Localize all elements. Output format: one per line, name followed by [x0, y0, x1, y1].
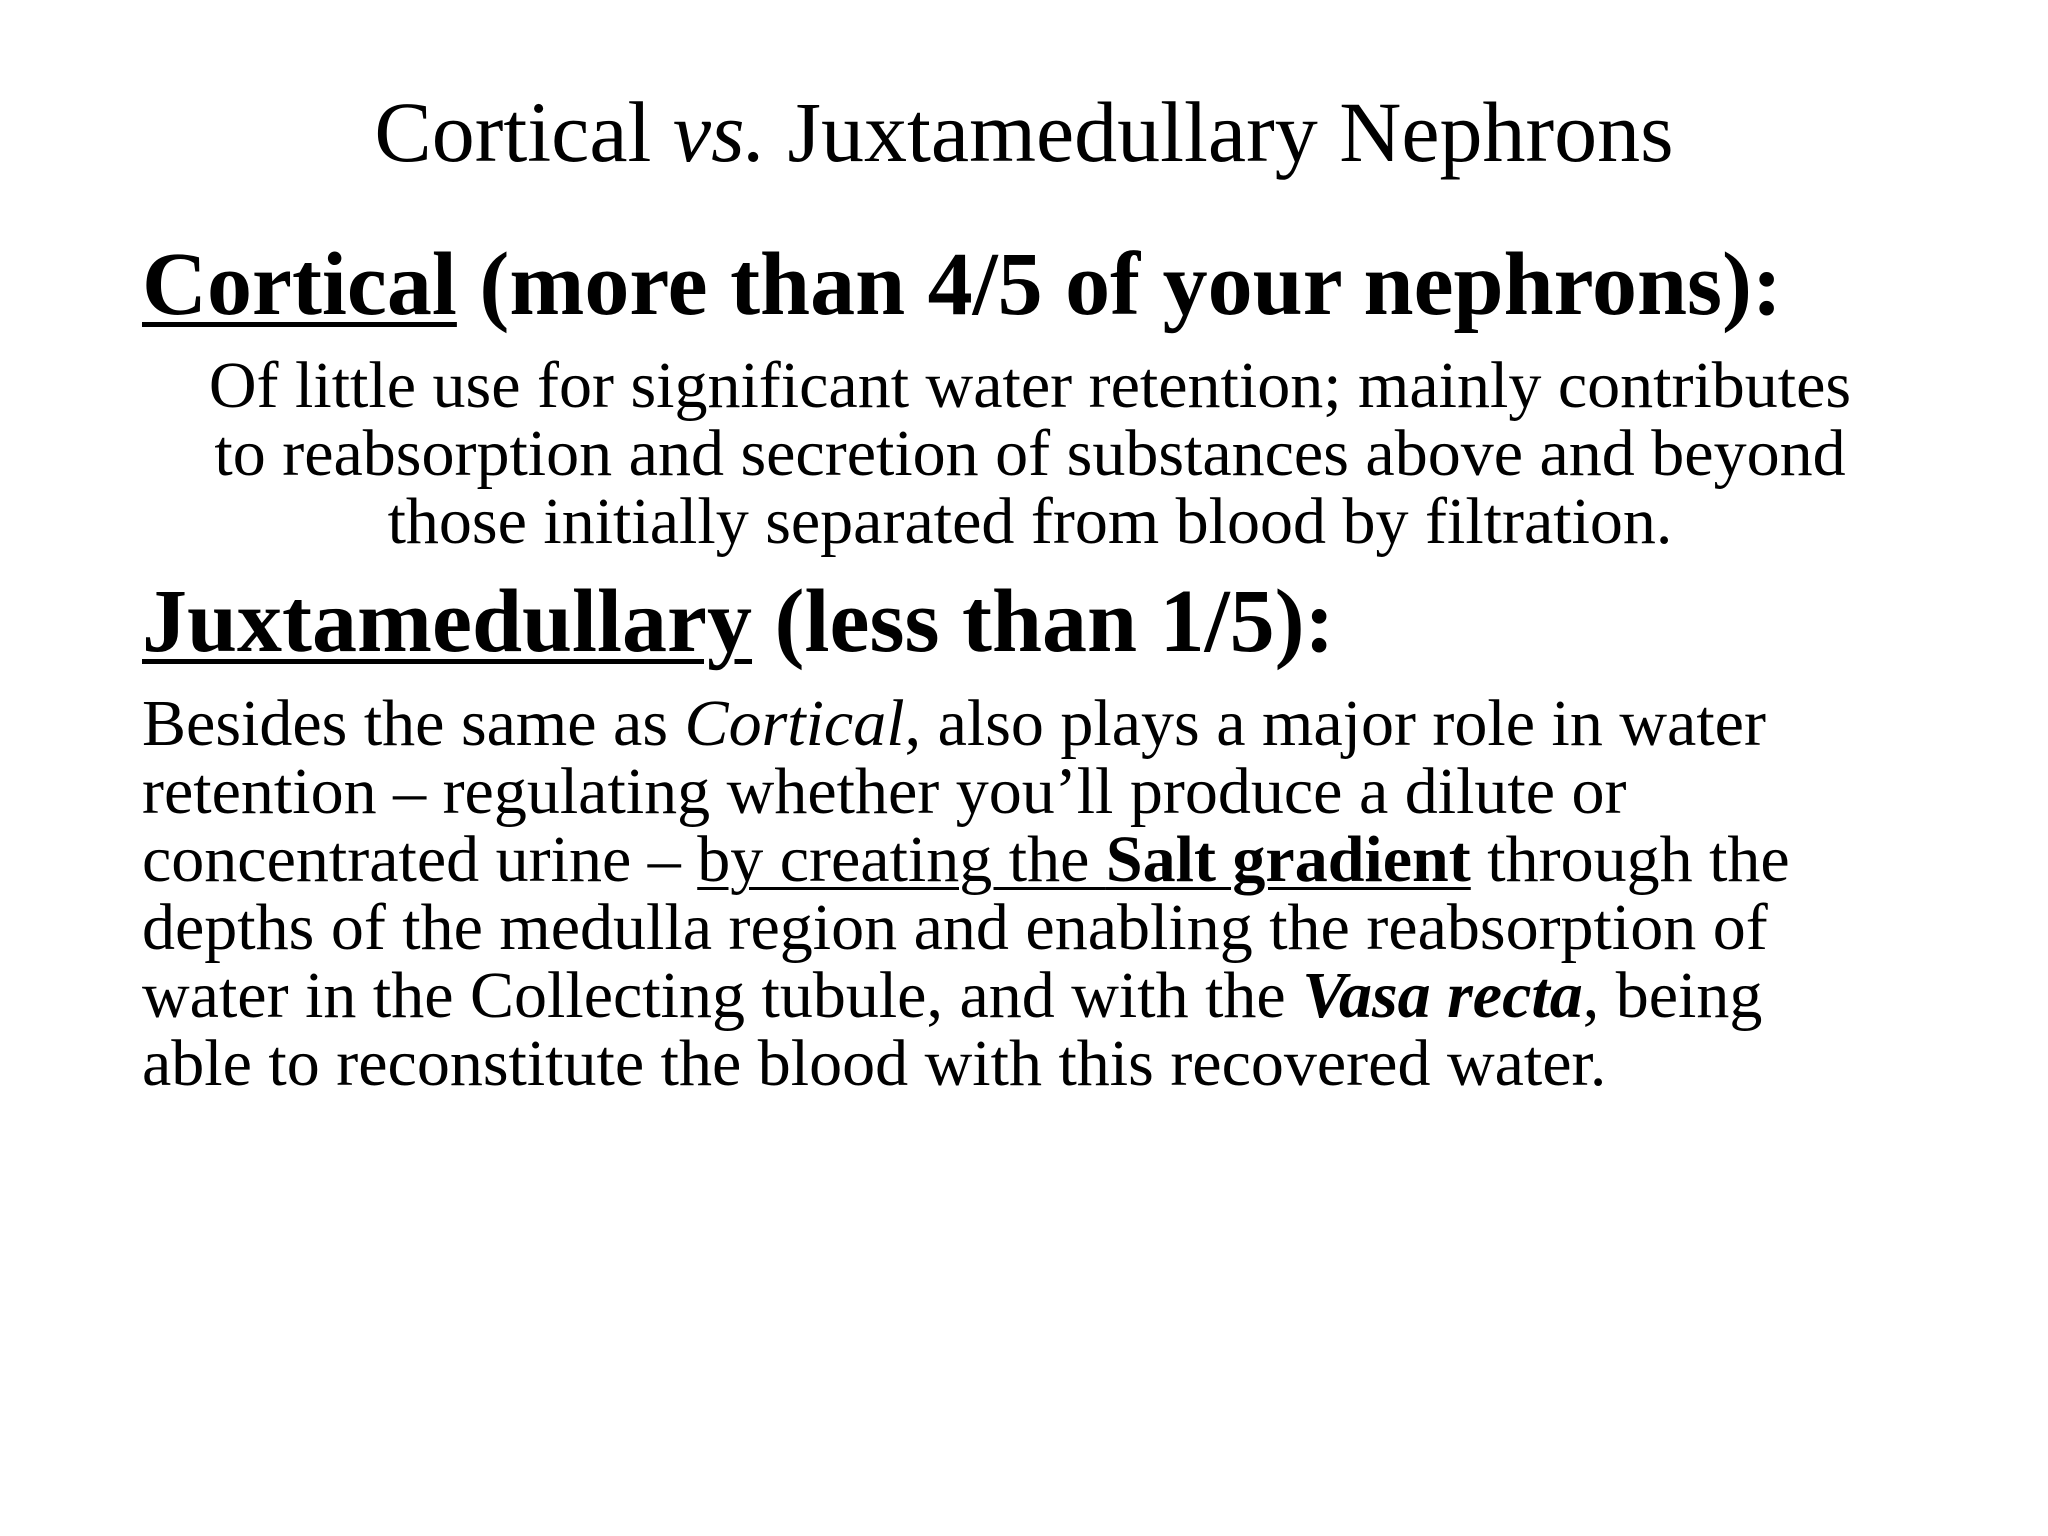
cortical-line: Of little use for significant water retention; mainly contributes: [208, 349, 1852, 422]
juxtamedullary-heading-term: Juxtamedullary: [142, 572, 753, 671]
cortical-heading: [142, 235, 1782, 335]
juxtamedullary-line: [142, 959, 1942, 1032]
text-run: , also plays a major role in water: [904, 687, 1766, 760]
title-suffix: Juxtamedullary Nephrons: [766, 84, 1674, 180]
italic-term-cortical: Cortical: [684, 687, 905, 760]
slide-title: [0, 82, 2048, 182]
juxtamedullary-heading-rest: (less than 1/5):: [752, 572, 1335, 671]
cortical-description: [140, 349, 1920, 558]
juxtamedullary-line: able to reconstitute the blood with this recovered water.: [142, 1027, 1607, 1100]
bold-term-salt-gradient: Salt gradient: [1105, 823, 1471, 896]
cortical-line: to reabsorption and secretion of substances above and beyond: [214, 417, 1846, 490]
text-run: by creating the: [697, 823, 1106, 896]
cortical-line: those initially separated from blood by filtration.: [387, 485, 1673, 558]
juxtamedullary-line: [142, 823, 1942, 896]
juxtamedullary-line: depths of the medulla region and enabling the reabsorption of: [142, 891, 1768, 964]
text-run: water in the Collecting tubule, and with the: [142, 959, 1303, 1032]
underlined-phrase: [697, 823, 1471, 896]
text-run: through the: [1470, 823, 1790, 896]
juxtamedullary-description: [142, 687, 1942, 1100]
cortical-heading-rest: (more than 4/5 of your nephrons):: [456, 235, 1782, 334]
text-run: concentrated urine –: [142, 823, 698, 896]
title-prefix: Cortical: [374, 84, 673, 180]
cortical-heading-term: Cortical: [142, 235, 457, 334]
juxtamedullary-line: [142, 687, 1942, 760]
bold-italic-term-vasa-recta: Vasa recta: [1302, 959, 1583, 1032]
text-run: Besides the same as: [142, 687, 685, 760]
title-vs: vs.: [672, 84, 767, 180]
juxtamedullary-line: retention – regulating whether you’ll produce a dilute or: [142, 755, 1627, 828]
text-run: , being: [1582, 959, 1763, 1032]
juxtamedullary-heading: [142, 572, 1335, 672]
